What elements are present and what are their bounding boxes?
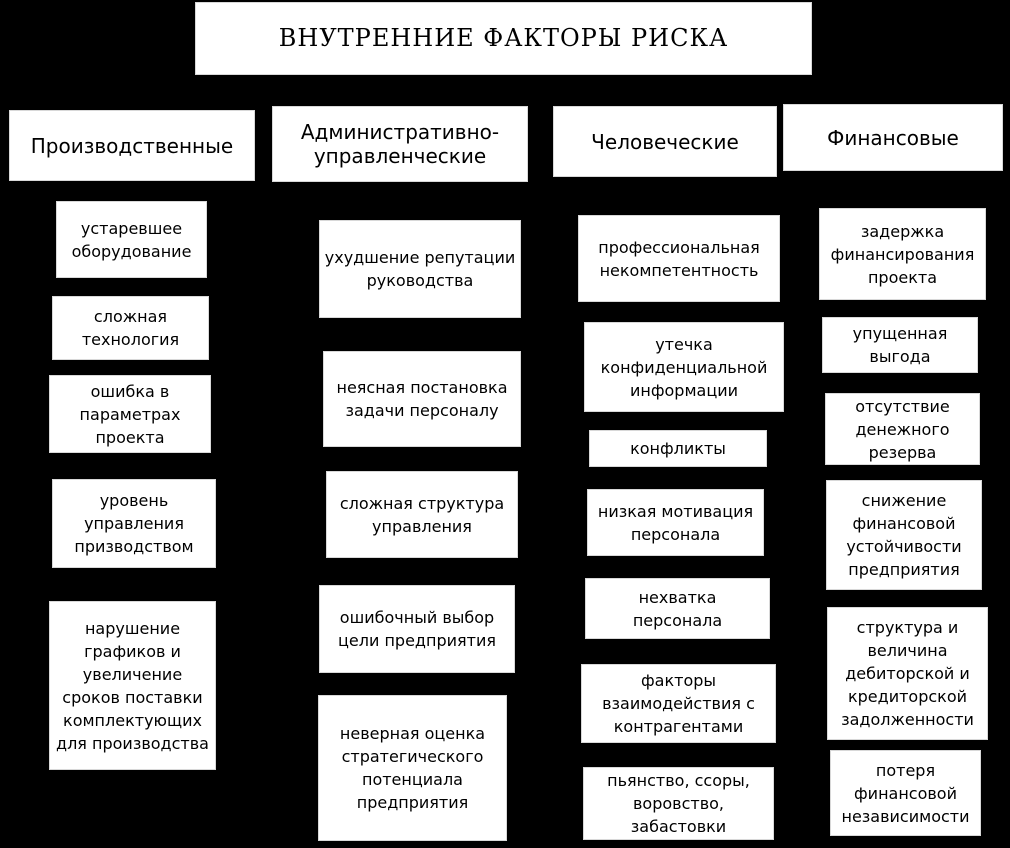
factor-human-4: низкая мотивация персонала: [587, 489, 764, 556]
header-administrative: Административно- управленческие: [272, 106, 528, 182]
factor-financial-4: снижение финансовой устойчивости предприятия: [826, 480, 982, 590]
factor-production-5: нарушение графиков и увеличение сроков поставки комплектующих для производства: [49, 601, 216, 770]
factor-human-3: конфликты: [589, 430, 767, 467]
factor-financial-3: отсутствие денежного резерва: [825, 393, 980, 465]
factor-human-6: факторы взаимодействия с контрагентами: [581, 664, 776, 743]
factor-production-1: устаревшее оборудование: [56, 201, 207, 278]
factor-production-3: ошибка в параметрах проекта: [49, 375, 211, 453]
diagram-title: ВНУТРЕННИЕ ФАКТОРЫ РИСКА: [195, 2, 812, 75]
header-financial: Финансовые: [783, 104, 1003, 171]
factor-administrative-2: неясная постановка задачи персоналу: [323, 351, 521, 447]
factor-financial-5: структура и величина дебиторской и кредиторской задолженности: [827, 607, 988, 740]
factor-human-5: нехватка персонала: [585, 578, 770, 639]
factor-human-1: профессиональная некомпетентность: [578, 215, 780, 302]
factor-production-4: уровень управления призводством: [52, 479, 216, 568]
header-human: Человеческие: [553, 106, 777, 177]
factor-administrative-3: сложная структура управления: [326, 471, 518, 558]
factor-financial-6: потеря финансовой независимости: [830, 750, 981, 836]
factor-administrative-5: неверная оценка стратегического потенциала предприятия: [318, 695, 507, 841]
factor-financial-2: упущенная выгода: [822, 317, 978, 373]
factor-administrative-4: ошибочный выбор цели предприятия: [319, 585, 515, 673]
header-production: Производственные: [9, 110, 255, 181]
factor-human-2: утечка конфиденциальной информации: [584, 322, 784, 412]
factor-production-2: сложная технология: [52, 296, 209, 360]
factor-human-7: пьянство, ссоры, воровство, забастовки: [583, 767, 774, 840]
factor-administrative-1: ухудшение репутации руководства: [319, 220, 521, 318]
factor-financial-1: задержка финансирования проекта: [819, 208, 986, 300]
